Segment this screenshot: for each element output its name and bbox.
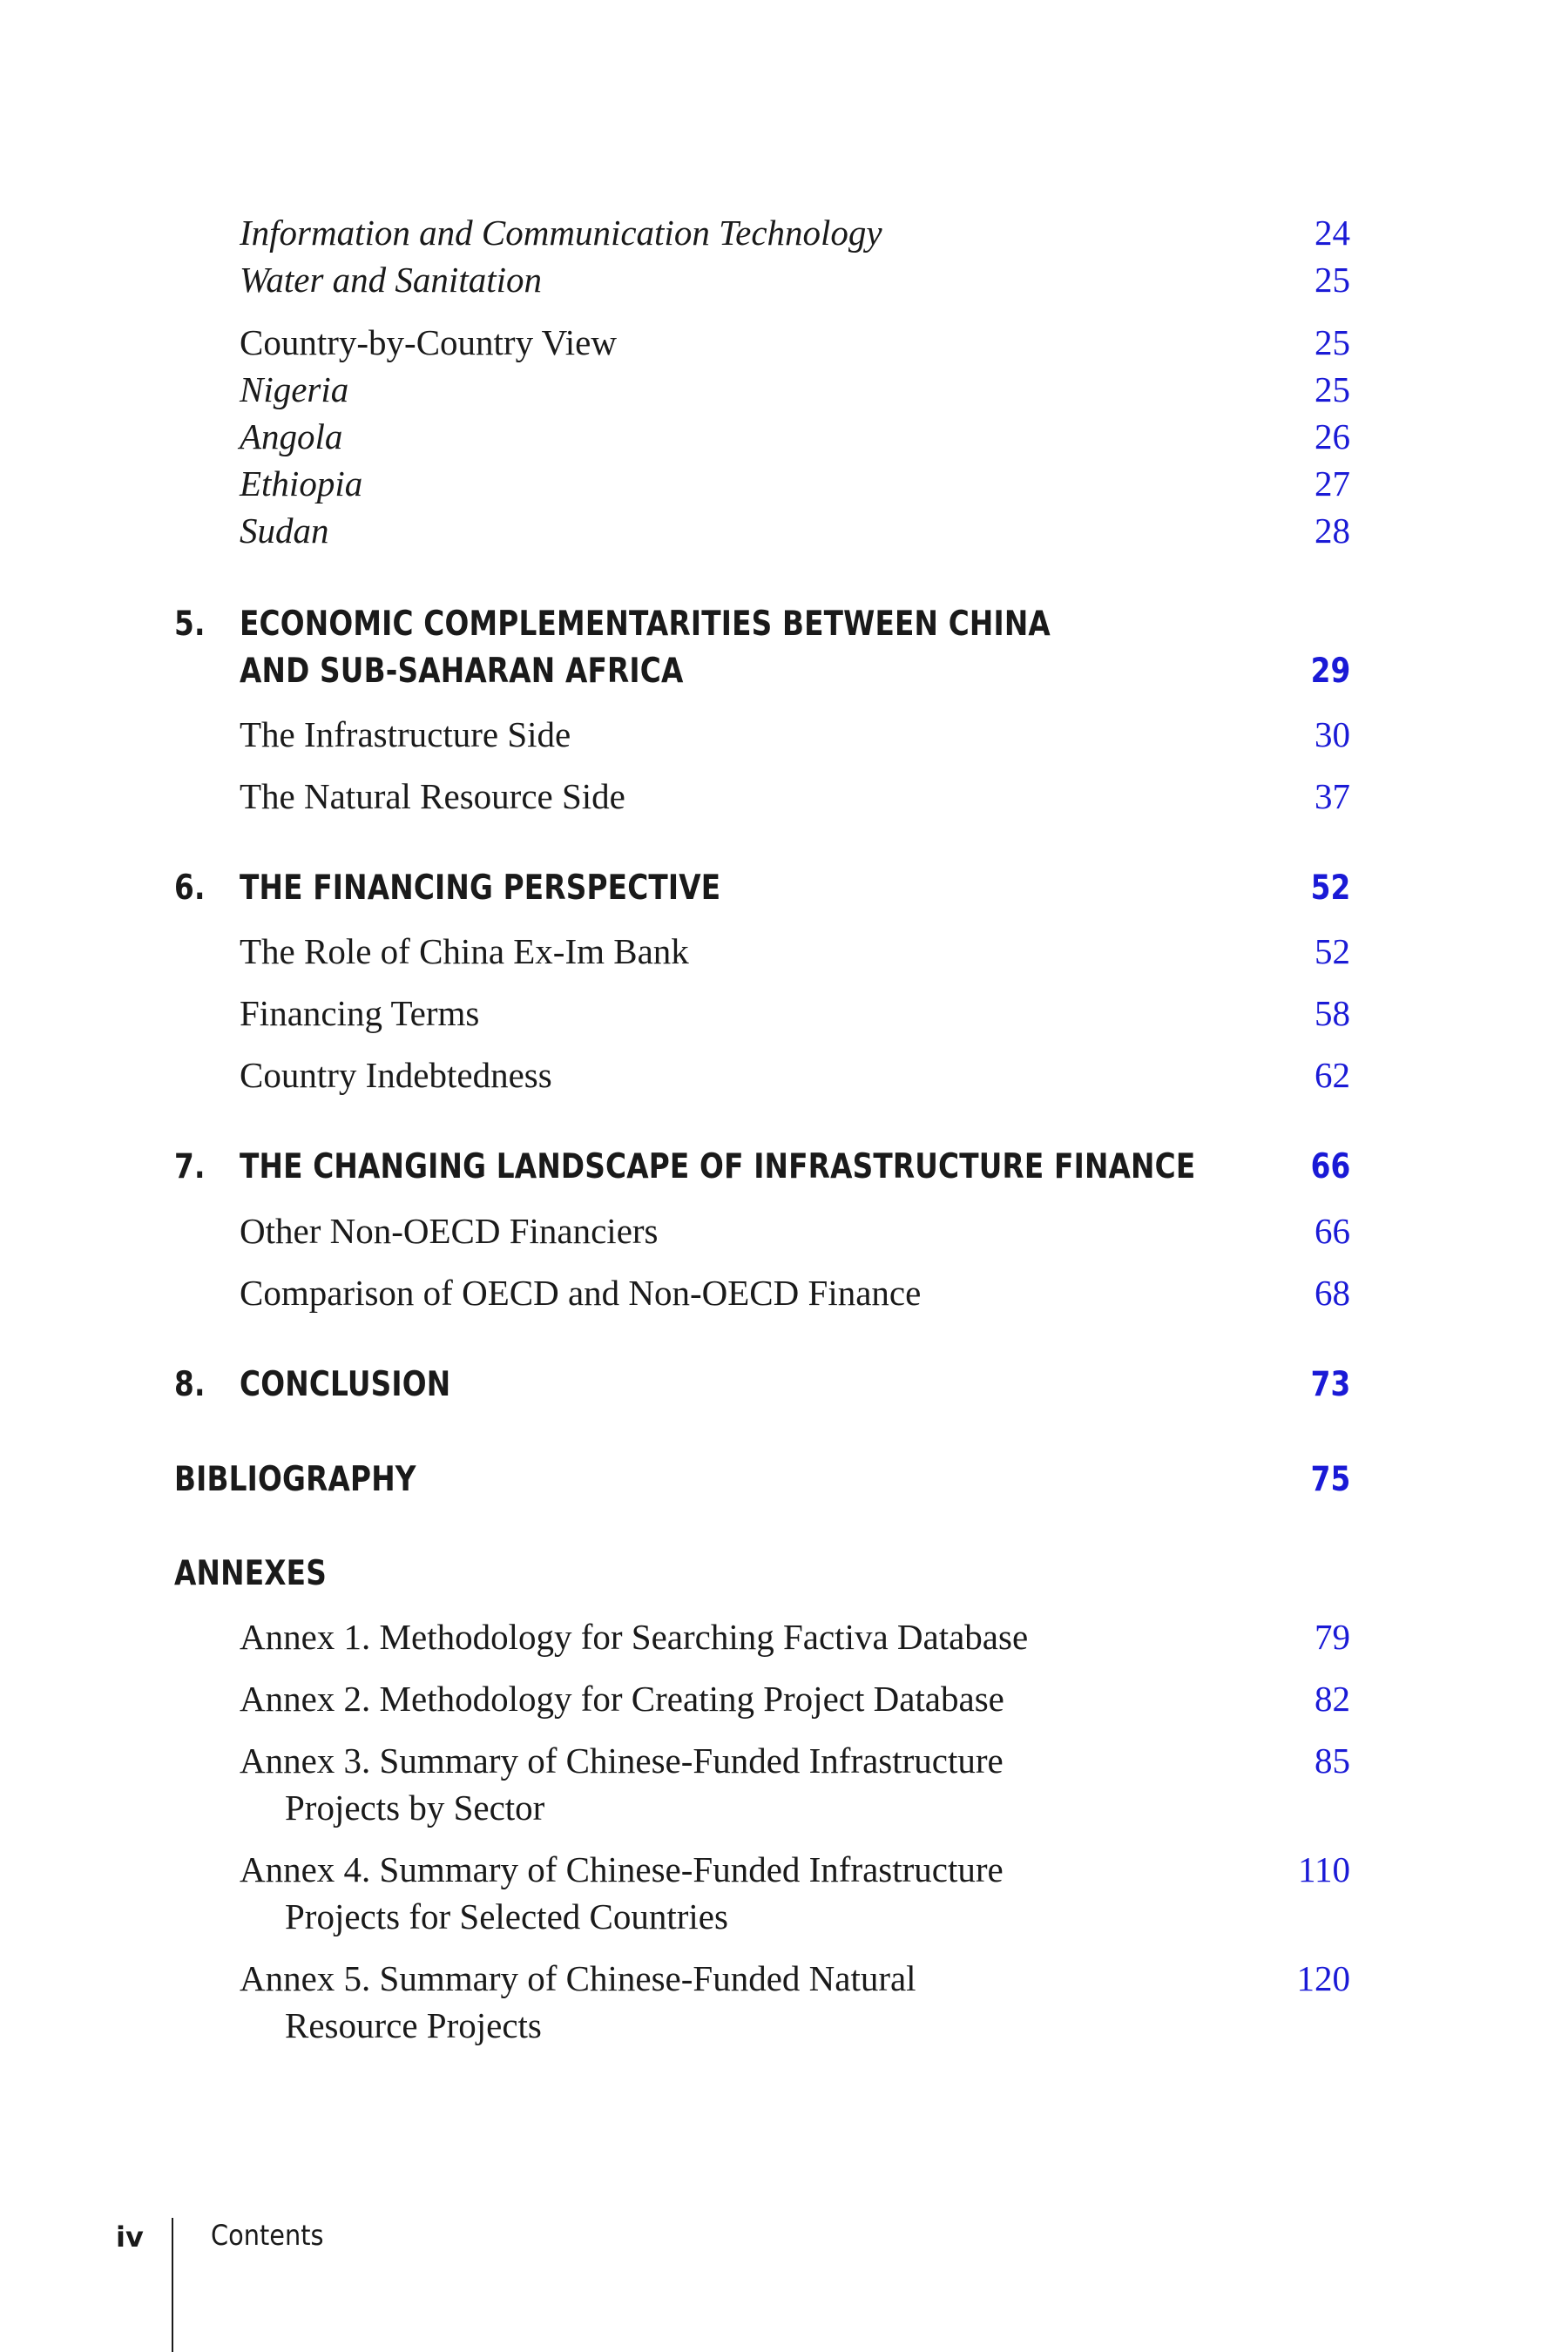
annex-title-cont: Projects by Sector: [285, 1788, 545, 1828]
entry-title: Water and Sanitation: [240, 260, 542, 300]
annex-page[interactable]: 85: [1315, 1740, 1350, 1781]
toc-entry[interactable]: [240, 928, 1350, 975]
chapter-page[interactable]: 29: [1310, 652, 1350, 691]
toc-entry[interactable]: [240, 990, 1350, 1037]
toc-entry[interactable]: [240, 773, 1350, 820]
chapter-8-heading[interactable]: [174, 1362, 1350, 1409]
entry-title: The Infrastructure Side: [240, 714, 571, 754]
entry-page[interactable]: 26: [1315, 416, 1350, 456]
chapter-number: 5.: [174, 605, 206, 644]
toc-entry[interactable]: [240, 460, 1350, 507]
entry-page[interactable]: 66: [1315, 1211, 1350, 1251]
annex-entry[interactable]: [240, 1613, 1350, 1660]
toc-entry[interactable]: [240, 1269, 1350, 1316]
entry-title: Comparison of OECD and Non-OECD Finance: [240, 1273, 922, 1313]
chapter-page[interactable]: 52: [1310, 868, 1350, 908]
toc-entry[interactable]: [240, 711, 1350, 758]
chapter-title-line-2: AND SUB-SAHARAN AFRICA: [240, 652, 684, 691]
entry-page[interactable]: 28: [1315, 510, 1350, 551]
entry-page[interactable]: 25: [1315, 369, 1350, 409]
annex-page[interactable]: 79: [1315, 1617, 1350, 1657]
footer-divider: [172, 2218, 173, 2352]
bibliography-heading[interactable]: [174, 1456, 1350, 1504]
chapter-5-heading[interactable]: [174, 601, 1350, 648]
entry-title: Sudan: [240, 510, 329, 551]
toc-entry[interactable]: [240, 507, 1350, 554]
annex-title-cont: Resource Projects: [285, 2005, 542, 2045]
annex-title: Annex 4. Summary of Chinese-Funded Infrastructure: [240, 1849, 1004, 1889]
chapter-number: 8.: [174, 1365, 206, 1404]
entry-page[interactable]: 24: [1315, 213, 1350, 253]
entry-title: Other Non-OECD Financiers: [240, 1211, 659, 1251]
entry-page[interactable]: 25: [1315, 322, 1350, 362]
entry-title: Nigeria: [240, 369, 349, 409]
chapter-title: THE FINANCING PERSPECTIVE: [240, 868, 721, 908]
chapter-title-line-1: ECONOMIC COMPLEMENTARITIES BETWEEN CHINA: [240, 605, 1051, 644]
chapter-6-heading[interactable]: [174, 865, 1350, 912]
bibliography-title: BIBLIOGRAPHY: [174, 1460, 416, 1499]
chapter-page[interactable]: 73: [1310, 1365, 1350, 1404]
toc-entry[interactable]: [240, 319, 1350, 366]
annex-entry[interactable]: [240, 1737, 1350, 1828]
annex-title: Annex 5. Summary of Chinese-Funded Natural: [240, 1958, 916, 1998]
entry-page[interactable]: 52: [1315, 931, 1350, 971]
entry-title: Angola: [240, 416, 343, 456]
entry-page[interactable]: 25: [1315, 260, 1350, 300]
footer-section-label: Contents: [211, 2219, 324, 2252]
annexes-title: ANNEXES: [174, 1554, 327, 1593]
footer-page-number: iv: [116, 2220, 144, 2254]
bibliography-page[interactable]: 75: [1310, 1460, 1350, 1499]
toc-entry[interactable]: [240, 256, 1350, 303]
annex-title: Annex 2. Methodology for Creating Project Database: [240, 1679, 1004, 1719]
entry-page[interactable]: 62: [1315, 1055, 1350, 1095]
chapter-5-heading-cont[interactable]: [240, 648, 1350, 695]
annex-page[interactable]: 82: [1315, 1679, 1350, 1719]
annex-page[interactable]: 120: [1296, 1958, 1350, 1998]
entry-title: Country Indebtedness: [240, 1055, 552, 1095]
entry-page[interactable]: 68: [1315, 1273, 1350, 1313]
annex-entry[interactable]: [240, 1675, 1350, 1722]
entry-page[interactable]: 30: [1315, 714, 1350, 754]
chapter-title: CONCLUSION: [240, 1365, 451, 1404]
chapter-page[interactable]: 66: [1310, 1147, 1350, 1186]
toc-entry[interactable]: [240, 1051, 1350, 1098]
entry-page[interactable]: 37: [1315, 776, 1350, 816]
annex-page[interactable]: 110: [1298, 1849, 1350, 1889]
entry-title: Ethiopia: [240, 463, 363, 504]
entry-title: Financing Terms: [240, 993, 480, 1033]
toc-entry[interactable]: [240, 1207, 1350, 1254]
annex-title-cont: Projects for Selected Countries: [285, 1896, 728, 1936]
entry-title: Country-by-Country View: [240, 322, 617, 362]
annex-entry[interactable]: [240, 1846, 1350, 1936]
toc-entry[interactable]: [240, 413, 1350, 460]
entry-title: Information and Communication Technology: [240, 213, 882, 253]
annexes-heading: [174, 1551, 1350, 1598]
entry-page[interactable]: 58: [1315, 993, 1350, 1033]
chapter-number: 6.: [174, 868, 206, 908]
entry-title: The Natural Resource Side: [240, 776, 625, 816]
entry-title: The Role of China Ex-Im Bank: [240, 931, 689, 971]
annex-title: Annex 3. Summary of Chinese-Funded Infrastructure: [240, 1740, 1004, 1781]
annex-title: Annex 1. Methodology for Searching Factiva Database: [240, 1617, 1029, 1657]
toc-entry[interactable]: [240, 209, 1350, 256]
entry-page[interactable]: 27: [1315, 463, 1350, 504]
toc-entry[interactable]: [240, 366, 1350, 413]
annex-entry[interactable]: [240, 1955, 1350, 2045]
chapter-7-heading[interactable]: [174, 1144, 1350, 1191]
chapter-number: 7.: [174, 1147, 206, 1186]
chapter-title: THE CHANGING LANDSCAPE OF INFRASTRUCTURE FINANCE: [240, 1147, 1196, 1186]
